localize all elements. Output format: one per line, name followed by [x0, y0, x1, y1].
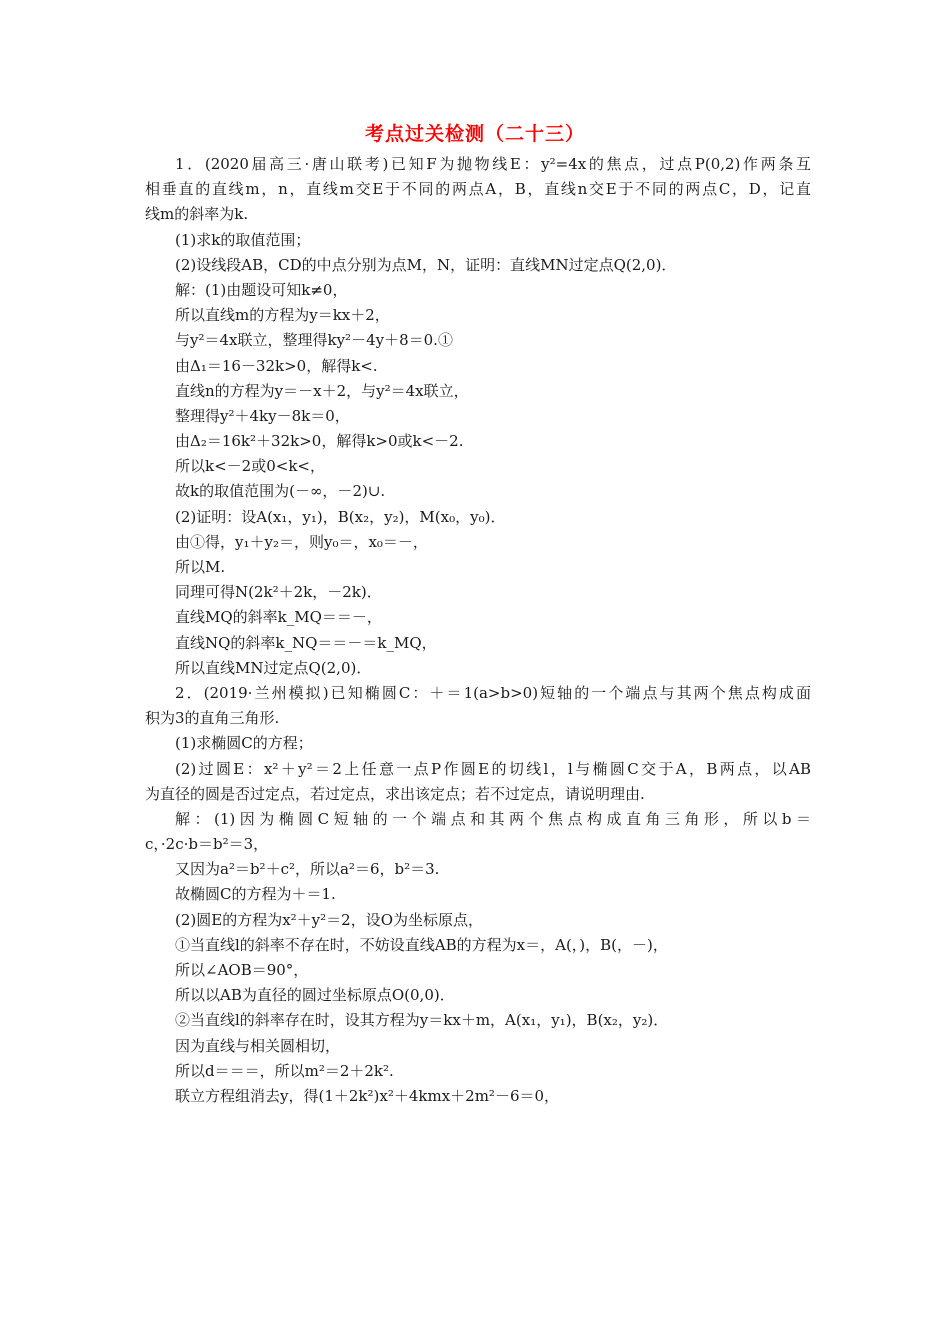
text-line: 所以以AB为直径的圆过坐标原点O(0,0)．: [175, 986, 455, 1005]
text-line: ②当直线l的斜率存在时，设其方程为y＝kx＋m，A(x₁，y₁)，B(x₂，y₂)．: [175, 1011, 669, 1030]
text-line: 所以直线MN过定点Q(2,0)．: [175, 658, 372, 677]
text-line: 所以∠AOB＝90°，: [175, 961, 309, 979]
text-line: 直线n的方程为y＝－x＋2，与y²＝4x联立，: [175, 381, 469, 400]
text-line: 联立方程组消去y，得(1＋2k²)x²＋4kmx＋2m²－6＝0，: [175, 1086, 560, 1105]
text-line: 由①得，y₁＋y₂＝，则y₀＝，x₀＝－，: [175, 532, 428, 551]
text-line: 所以直线m的方程为y＝kx＋2，: [175, 306, 390, 325]
text-line: 为直径的圆是否过定点，若过定点，求出该定点；若不过定点，请说明理由.: [145, 784, 645, 803]
text-line: (1)求k的取值范围；: [175, 230, 311, 249]
text-line: 直线NQ的斜率k_NQ＝＝－＝k_MQ，: [175, 633, 437, 652]
text-line: 2．(2019·兰州模拟)已知椭圆C：＋＝1(a>b>0)短轴的一个端点与其两个焦点构成面: [175, 683, 811, 702]
page-title: 考点过关检测（二十三）: [364, 123, 585, 145]
text-line: 解：(1)因为椭圆C短轴的一个端点和其两个焦点构成直角三角形，所以b＝: [175, 809, 811, 828]
text-line: 由Δ₂＝16k²＋32k>0，解得k>0或k<－2.: [175, 432, 464, 451]
text-line: 所以d＝＝＝，所以m²＝2＋2k².: [175, 1061, 394, 1080]
text-line: (2)证明：设A(x₁，y₁)，B(x₂，y₂)，M(x₀，y₀)．: [175, 507, 506, 526]
text-line: 同理可得N(2k²＋2k，－2k)．: [175, 583, 382, 602]
text-line: 1．(2020届高三·唐山联考)已知F为抛物线E：y²=4x的焦点，过点P(0,2)作两条互: [175, 155, 811, 173]
text-line: 由Δ₁＝16－32k>0，解得k<.: [175, 356, 378, 375]
document-body: [145, 152, 811, 1109]
text-line: 直线MQ的斜率k_MQ＝＝－，: [175, 608, 382, 627]
text-line: 所以M.: [175, 558, 226, 576]
text-line: (2)过圆E：x²＋y²＝2上任意一点P作圆E的切线l，l与椭圆C交于A，B两点，以AB: [175, 759, 811, 778]
text-line: 解：(1)由题设可知k≠0，: [175, 280, 348, 299]
text-line: (2)设线段AB，CD的中点分别为点M，N，证明：直线MN过定点Q(2,0)．: [175, 255, 677, 274]
text-line: c，·2c·b＝b²＝3，: [145, 835, 269, 854]
text-line: 因为直线与相关圆相切，: [175, 1036, 341, 1055]
text-line: ①当直线l的斜率不存在时，不妨设直线AB的方程为x＝，A(，)，B(，－)，: [175, 935, 668, 954]
text-line: 与y²＝4x联立，整理得ky²－4y＋8＝0.①: [175, 331, 453, 350]
text-line: 又因为a²＝b²＋c²，所以a²＝6，b²＝3.: [175, 860, 440, 879]
text-line: 故椭圆C的方程为＋＝1.: [175, 885, 336, 904]
text-line: (1)求椭圆C的方程；: [175, 734, 313, 753]
text-line: 整理得y²＋4ky－8k＝0，: [175, 406, 350, 425]
text-line: 积为3的直角三角形.: [145, 709, 280, 728]
text-line: 故k的取值范围为(－∞，－2)∪.: [175, 482, 386, 501]
text-line: 所以k<－2或0<k<，: [175, 457, 325, 476]
text-line: (2)圆E的方程为x²＋y²＝2，设O为坐标原点，: [175, 910, 483, 929]
text-line: 相垂直的直线m，n，直线m交E于不同的两点A，B，直线n交E于不同的两点C，D，记直: [145, 180, 811, 199]
text-line: 线m的斜率为k.: [145, 205, 249, 224]
